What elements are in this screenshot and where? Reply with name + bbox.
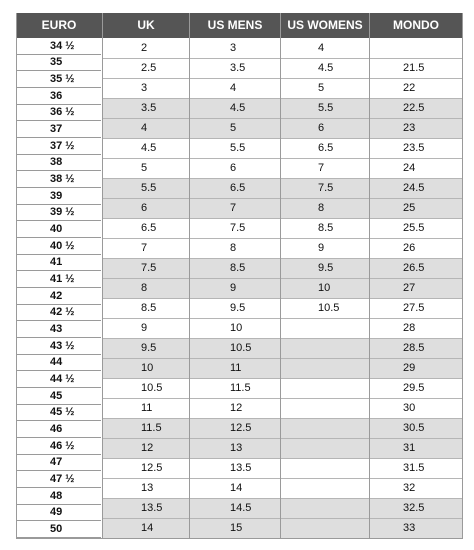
cell-us-mens: 8 [230, 242, 237, 254]
cell-us-mens: 10 [230, 322, 243, 334]
cell-us-womens: 7.5 [318, 182, 334, 194]
cell-us-womens [281, 518, 369, 538]
cell-mondo: 23 [403, 122, 416, 134]
euro-cell: 45 [16, 388, 101, 405]
cell-uk: 5.5 [141, 182, 157, 194]
cell-uk: 14 [141, 522, 154, 534]
cell-mondo: 26 [403, 242, 416, 254]
column-divider [280, 13, 281, 538]
cell-us-womens: 8.5 [318, 222, 334, 234]
cell-mondo: 32.5 [403, 502, 425, 514]
cell-uk: 10.5 [141, 382, 163, 394]
header-mondo: MONDO [370, 13, 462, 38]
header-us-womens: US WOMENS [281, 13, 369, 38]
cell-us-womens [281, 358, 369, 378]
cell-us-mens: 10.5 [230, 342, 252, 354]
cell-uk: 6.5 [141, 222, 157, 234]
cell-us-womens: 4 [318, 42, 325, 54]
cell-us-mens: 5 [230, 122, 237, 134]
cell-us-mens: 9 [230, 282, 237, 294]
cell-uk: 11.5 [141, 422, 162, 434]
cell-us-mens: 13 [230, 442, 243, 454]
euro-cell: 47 ½ [16, 471, 101, 488]
cell-uk: 3 [141, 82, 148, 94]
cell-us-womens [281, 338, 369, 358]
cell-uk: 7 [141, 242, 148, 254]
cell-us-womens [281, 458, 369, 478]
cell-uk: 4.5 [141, 142, 157, 154]
euro-cell: 35 [16, 55, 101, 72]
euro-cell: 46 [16, 421, 101, 438]
euro-cell: 42 [16, 288, 101, 305]
cell-mondo: 29 [403, 362, 416, 374]
cell-mondo: 26.5 [403, 262, 425, 274]
euro-cell: 36 [16, 88, 101, 105]
euro-cell: 35 ½ [16, 71, 101, 88]
cell-us-womens: 9.5 [318, 262, 334, 274]
cell-us-womens [281, 318, 369, 338]
cell-us-womens [281, 418, 369, 438]
euro-cell: 40 [16, 221, 101, 238]
cell-mondo: 29.5 [403, 382, 425, 394]
cell-mondo: 31.5 [403, 462, 425, 474]
cell-us-mens: 8.5 [230, 262, 246, 274]
euro-cell: 41 [16, 255, 101, 272]
cell-us-mens: 3.5 [230, 62, 246, 74]
cell-mondo: 25 [403, 202, 416, 214]
euro-cell: 48 [16, 488, 101, 505]
cell-uk: 2.5 [141, 62, 157, 74]
euro-cell: 34 ½ [16, 38, 101, 55]
cell-us-mens: 14.5 [230, 502, 252, 514]
cell-uk: 5 [141, 162, 148, 174]
cell-uk: 8 [141, 282, 148, 294]
cell-uk: 12 [141, 442, 154, 454]
cell-us-mens: 12.5 [230, 422, 252, 434]
cell-mondo: 27.5 [403, 302, 425, 314]
cell-us-womens: 8 [318, 202, 325, 214]
euro-cell: 37 [16, 121, 101, 138]
column-divider [16, 13, 17, 538]
cell-uk: 13.5 [141, 502, 163, 514]
euro-cell: 49 [16, 505, 101, 522]
euro-cell: 38 ½ [16, 171, 101, 188]
euro-cell: 44 [16, 355, 101, 372]
cell-us-womens: 10.5 [318, 302, 340, 314]
euro-cell: 43 ½ [16, 338, 101, 355]
cell-mondo: 33 [403, 522, 416, 534]
cell-us-mens: 14 [230, 482, 243, 494]
cell-us-mens: 3 [230, 42, 237, 54]
cell-uk: 11 [141, 402, 153, 414]
cell-us-mens: 12 [230, 402, 243, 414]
cell-uk: 3.5 [141, 102, 157, 114]
cell-us-mens: 7.5 [230, 222, 246, 234]
cell-us-womens: 5 [318, 82, 325, 94]
cell-mondo: 22 [403, 82, 416, 94]
cell-mondo: 30.5 [403, 422, 425, 434]
euro-cell: 36 ½ [16, 105, 101, 122]
cell-uk: 10 [141, 362, 154, 374]
column-divider [189, 13, 190, 538]
cell-mondo: 24 [403, 162, 416, 174]
cell-us-womens: 6.5 [318, 142, 334, 154]
cell-us-mens: 6.5 [230, 182, 246, 194]
euro-cell: 47 [16, 455, 101, 472]
column-divider [102, 13, 103, 538]
euro-cell: 43 [16, 321, 101, 338]
euro-cell: 45 ½ [16, 405, 101, 422]
euro-cell: 39 ½ [16, 205, 101, 222]
header-us-mens: US MENS [190, 13, 280, 38]
cell-us-womens: 9 [318, 242, 325, 254]
cell-uk: 9.5 [141, 342, 157, 354]
cell-mondo: 31 [403, 442, 416, 454]
euro-cell: 50 [16, 521, 101, 538]
cell-us-mens: 4.5 [230, 102, 246, 114]
cell-mondo: 21.5 [403, 62, 425, 74]
cell-us-womens [281, 438, 369, 458]
cell-uk: 13 [141, 482, 154, 494]
cell-us-mens: 11.5 [230, 382, 251, 394]
column-divider [369, 13, 370, 538]
column-divider [462, 13, 463, 538]
cell-us-womens: 6 [318, 122, 325, 134]
header-euro: EURO [16, 13, 102, 38]
cell-mondo: 30 [403, 402, 416, 414]
cell-us-mens: 9.5 [230, 302, 246, 314]
cell-mondo: 28.5 [403, 342, 425, 354]
cell-us-mens: 7 [230, 202, 237, 214]
table-bottom-line [16, 538, 463, 539]
cell-us-womens [281, 378, 369, 398]
cell-us-womens [281, 398, 369, 418]
cell-uk: 6 [141, 202, 148, 214]
cell-mondo: 24.5 [403, 182, 425, 194]
cell-mondo: 23.5 [403, 142, 425, 154]
cell-us-mens: 15 [230, 522, 243, 534]
cell-uk: 4 [141, 122, 148, 134]
cell-mondo: 28 [403, 322, 416, 334]
cell-us-womens: 5.5 [318, 102, 334, 114]
cell-us-womens: 10 [318, 282, 331, 294]
euro-cell: 41 ½ [16, 271, 101, 288]
cell-uk: 2 [141, 42, 148, 54]
cell-us-mens: 4 [230, 82, 237, 94]
euro-cell: 44 ½ [16, 371, 101, 388]
cell-mondo: 22.5 [403, 102, 425, 114]
euro-cell: 42 ½ [16, 305, 101, 322]
cell-us-mens: 5.5 [230, 142, 246, 154]
cell-us-mens: 13.5 [230, 462, 252, 474]
cell-us-mens: 6 [230, 162, 237, 174]
cell-mondo [370, 38, 462, 58]
cell-us-womens [281, 498, 369, 518]
cell-uk: 8.5 [141, 302, 157, 314]
euro-cell: 46 ½ [16, 438, 101, 455]
cell-us-womens: 4.5 [318, 62, 334, 74]
euro-cell: 40 ½ [16, 238, 101, 255]
cell-us-mens: 11 [230, 362, 242, 374]
euro-cell: 38 [16, 155, 101, 172]
cell-us-womens: 7 [318, 162, 325, 174]
euro-cell: 39 [16, 188, 101, 205]
cell-uk: 12.5 [141, 462, 163, 474]
cell-mondo: 27 [403, 282, 416, 294]
cell-mondo: 25.5 [403, 222, 425, 234]
cell-mondo: 32 [403, 482, 416, 494]
cell-uk: 9 [141, 322, 148, 334]
cell-uk: 7.5 [141, 262, 157, 274]
cell-us-womens [281, 478, 369, 498]
header-uk: UK [103, 13, 189, 38]
euro-cell: 37 ½ [16, 138, 101, 155]
